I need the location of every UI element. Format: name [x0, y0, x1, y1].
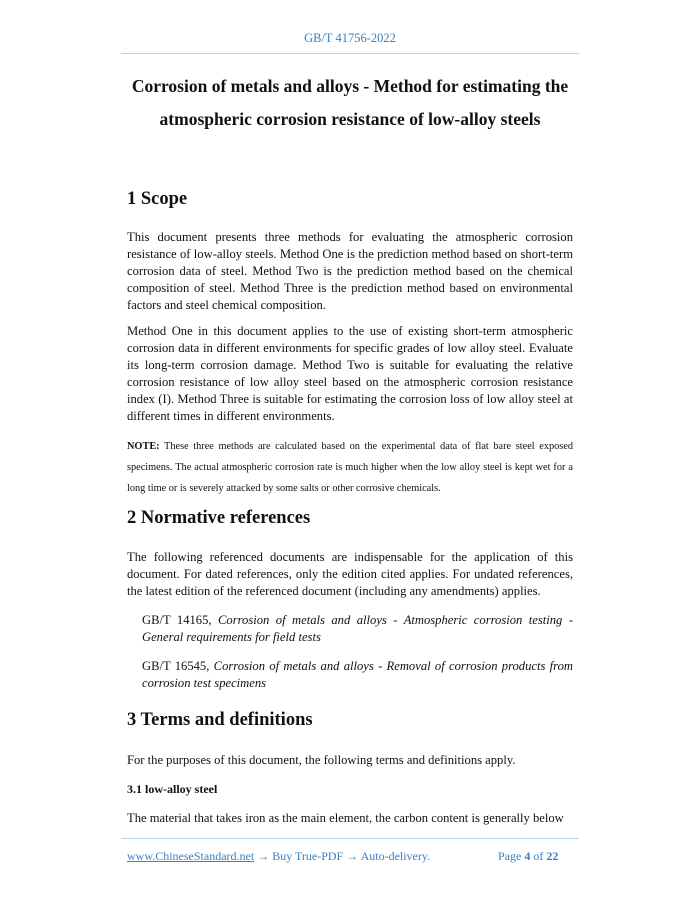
page-of: of: [530, 849, 547, 863]
term-heading: 3.1 low-alloy steel: [127, 782, 218, 796]
reference-code: GB/T 16545,: [142, 659, 214, 673]
footer-divider: [121, 838, 579, 839]
footer-promo: [127, 849, 430, 864]
normative-paragraph: The following referenced documents are indispensable for the application of this document. For dated references, only the edition cited applies. For undated references, the latest edition of the referenced document (including any amendments) applies.: [127, 550, 573, 598]
doc-title-line1: Corrosion of metals and alloys - Method for estimating the: [131, 76, 569, 96]
footer-link[interactable]: www.ChineseStandard.net: [127, 849, 255, 863]
terms-paragraph: For the purposes of this document, the following terms and definitions apply.: [127, 753, 516, 767]
page-label: Page: [498, 849, 525, 863]
scope-paragraph-1: This document presents three methods for evaluating the atmospheric corrosion resistance of low-alloy steels. Method One is the prediction method based on short-term corrosion data of steel. Method Two is the prediction method based on the chemical composition of steel. Method Three is the prediction method based on environmental factors and steel chemical composition.: [127, 230, 573, 312]
header-doc-id: GB/T 41756-2022: [304, 31, 396, 45]
term-definition: The material that takes iron as the main element, the carbon content is generally below: [127, 811, 564, 825]
reference-title: Corrosion of metals and alloys - Removal of corrosion products from corrosion test specimens: [142, 659, 574, 690]
doc-title-line2: atmospheric corrosion resistance of low-alloy steels: [159, 109, 541, 129]
header-divider: [121, 53, 579, 54]
section-heading-normative: 2 Normative references: [127, 508, 311, 528]
current-page: 4: [524, 849, 531, 863]
note-text: These three methods are calculated based on the experimental data of flat bare steel exposed specimens. The actual atmospheric corrosion rate is much higher when the low alloy steel is kept wet for a long time or is severely attacked by some salts or other corrosive chemicals.: [127, 441, 573, 494]
reference-code: GB/T 14165,: [142, 613, 219, 627]
section-heading-terms: 3 Terms and definitions: [127, 710, 313, 730]
total-pages: 22: [546, 849, 559, 863]
scope-note: [127, 436, 573, 499]
reference-item: [142, 612, 573, 646]
reference-title: Corrosion of metals and alloys - Atmospheric corrosion testing - General requirements for field tests: [142, 613, 574, 644]
page-number: [498, 849, 558, 864]
reference-item: [142, 658, 573, 692]
section-heading-scope: 1 Scope: [127, 189, 188, 209]
scope-paragraph-2: Method One in this document applies to the use of existing short-term atmospheric corrosion data in different environments for specific grades of low alloy steel. Evaluate its long-term corrosion damage. Method Two is suitable for evaluating the relative corrosion resistance of low alloy steel based on the atmospheric corrosion resistance index (I). Method Three is suitable for estimating the corrosion loss of low alloy steel at different times in different environments.: [127, 324, 573, 423]
footer-promo-text: → Buy True-PDF → Auto-delivery.: [254, 849, 431, 863]
note-label: NOTE:: [127, 441, 160, 452]
